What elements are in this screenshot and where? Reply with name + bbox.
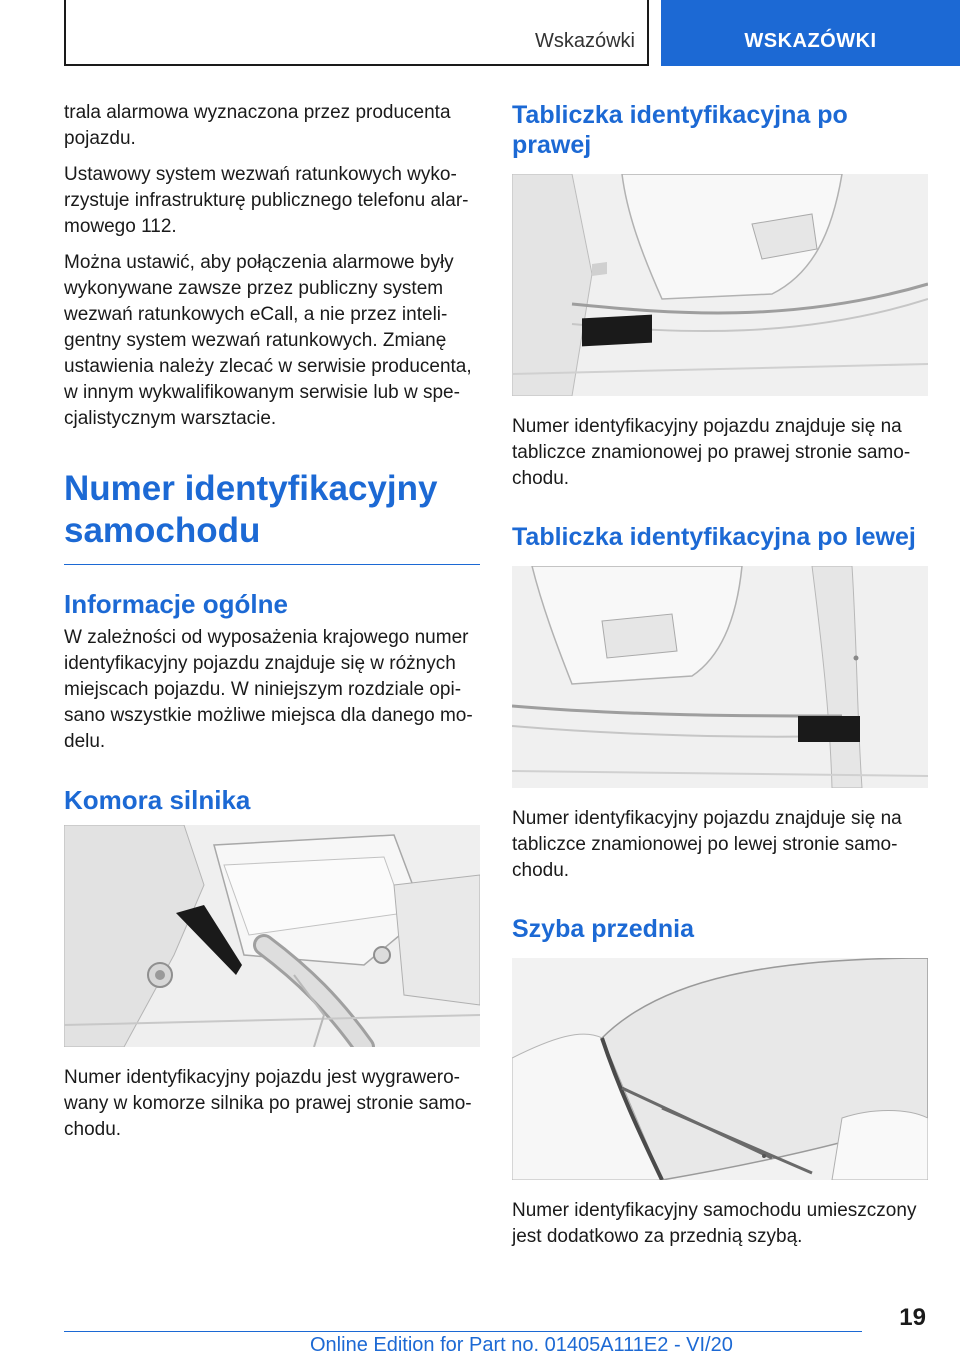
left-column <box>64 100 480 1153</box>
footer-divider <box>64 1331 862 1332</box>
paragraph-windshield: Numer identyfikacyjny samochodu umieszczony jest dodatkowo za przednią szybą. <box>512 1200 917 1247</box>
right-plate-drawing <box>512 174 928 396</box>
left-plate-illustration <box>512 566 928 788</box>
paragraph-continuation: trala alarmowa wyznaczona przez producenta pojazdu. <box>64 102 451 149</box>
left-plate-drawing <box>512 566 928 788</box>
header-section-title: Wskazówki <box>534 30 635 52</box>
engine-bay-illustration <box>64 825 480 1047</box>
subheading-windshield: Szyba przednia <box>512 915 694 943</box>
subheading-left-plate: Tabliczka identyfikacyjna po lewej <box>512 523 916 551</box>
chapter-tab-label: WSKAZÓWKI <box>744 30 877 52</box>
subheading-right-plate: Tabliczka identyfikacyjna po prawej <box>512 101 848 159</box>
page-number: 19 <box>899 1304 926 1331</box>
section-heading-vin: Numer identyfikacyjny samochodu <box>64 468 480 565</box>
windshield-illustration <box>512 958 928 1180</box>
header-frame <box>64 0 649 66</box>
paragraph-general-info: W zależności od wyposażenia krajowego numer identyfikacyjny pojazdu znajduje się w różnych miejscach pojazdu. W niniejszym rozdziale opisano wszystkie możliwe miejsca dla danego modelu. <box>64 627 473 752</box>
subheading-engine-bay: Komora silnika <box>64 785 251 815</box>
right-column <box>512 100 928 1260</box>
paragraph-ecall-infra: Ustawowy system wezwań ratunkowych wykorzystuje infrastrukturę publicznego telefonu alarmowego 112. <box>64 164 469 237</box>
chapter-tab[interactable] <box>661 0 960 66</box>
right-plate-illustration <box>512 174 928 396</box>
subheading-general-info: Informacje ogólne <box>64 589 288 619</box>
paragraph-ecall-settings: Można ustawić, aby połączenia alarmowe były wykonywane zawsze przez publiczny system wezwań ratunkowych eCall, a nie przez inteligentny system wezwań ratunkowych. Zmianę ustawienia należy zlecać w serwisie producenta, w innym wykwalifikowanym serwisie lub w specjalistycznym warsztacie. <box>64 252 472 429</box>
paragraph-left-plate: Numer identyfikacyjny pojazdu znajduje się na tabliczce znamionowej po lewej stronie samochodu. <box>512 808 902 881</box>
footer-edition: Online Edition for Part no. 01405A111E2 - VI/20 <box>310 1334 733 1356</box>
engine-bay-drawing <box>64 825 480 1047</box>
paragraph-right-plate: Numer identyfikacyjny pojazdu znajduje się na tabliczce znamionowej po prawej stronie samochodu. <box>512 416 911 489</box>
windshield-drawing <box>512 958 928 1180</box>
paragraph-engine-bay: Numer identyfikacyjny pojazdu jest wygrawerowany w komorze silnika po prawej stronie samochodu. <box>64 1067 472 1140</box>
